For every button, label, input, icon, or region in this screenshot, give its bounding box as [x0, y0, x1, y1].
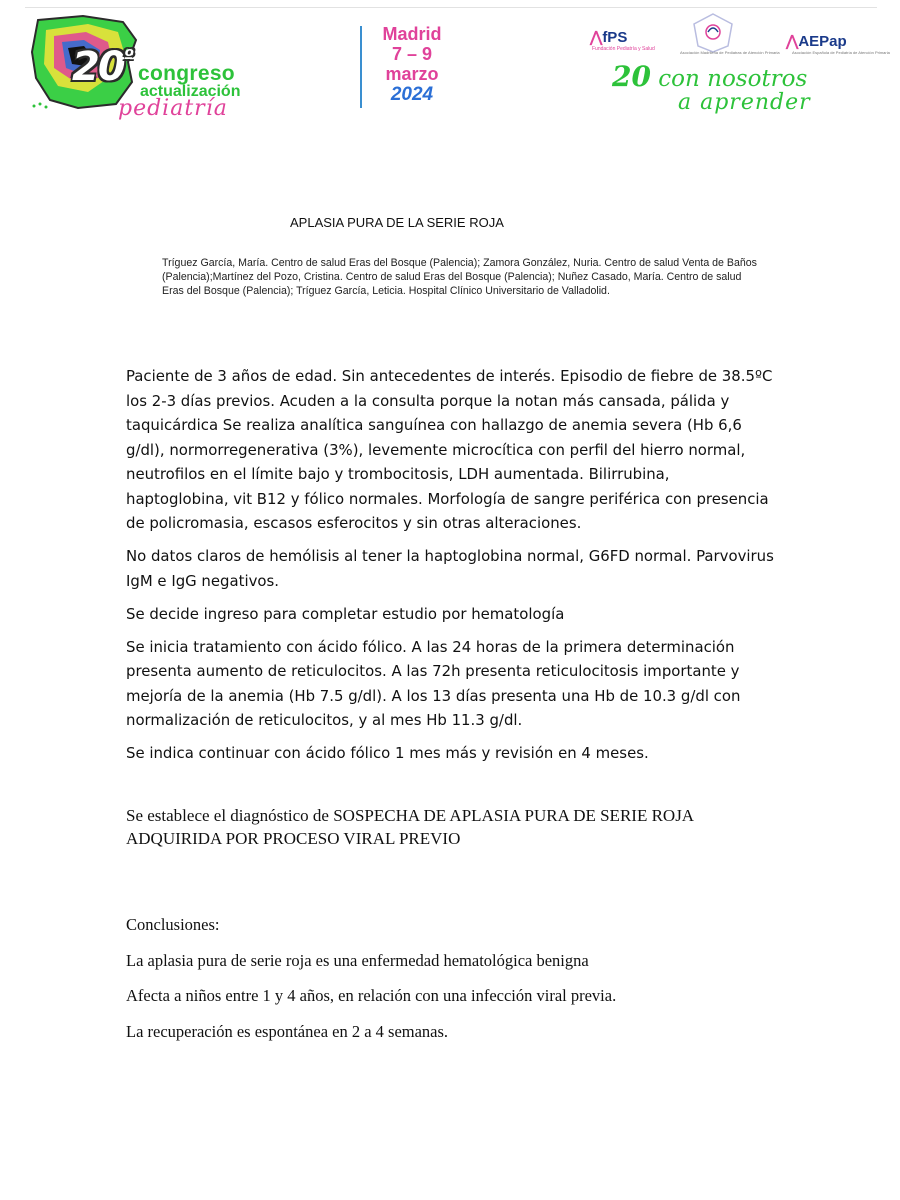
figure-icon: ⋀ [590, 29, 603, 46]
paragraph: Paciente de 3 años de edad. Sin antecedentes de interés. Episodio de fiebre de 38.5ºC los 2-3 días previos. Acuden a la consulta porque la notan más cansada, pálida y taquicárdica Se realiza analítica sanguínea con hallazgo de anemia severa (Hb 6,6 g/dl), normorregenerativa (3%), levemente microcítica con perfil del hierro normal, neutrofilos en el límite bajo y trombocitosis, LDH aumentada. Bilirrubina, haptoglobina, vit B12 y fólico normales. Morfología de sangre periférica con presencia de policromasia, escasos esferocitos y sin otras alteraciones. [126, 367, 773, 532]
conclusion-item: La aplasia pura de serie roja es una enfermedad hematológica benigna [126, 950, 589, 970]
paragraph: Se indica continuar con ácido fólico 1 mes más y revisión en 4 meses. [126, 744, 649, 762]
paragraph: Se decide ingreso para completar estudio por hematología [126, 604, 565, 623]
header-divider [360, 26, 362, 108]
diagnosis-statement: Se establece el diagnóstico de SOSPECHA DE APLASIA PURA DE SERIE ROJA ADQUIRIDA POR PROCESO VIRAL PREVIO [126, 806, 694, 848]
slogan-line-1: 20 con nosotros [612, 60, 808, 93]
event-year: 2024 [390, 84, 434, 105]
ampap-subtitle: Asociación Madrileña de Pediatras de Atención Primaria [680, 50, 780, 55]
aepap-subtitle: Asociación Española de Pediatría de Atención Primaria [792, 50, 890, 55]
document-title: APLASIA PURA DE LA SERIE ROJA [290, 215, 504, 230]
event-date [370, 24, 454, 106]
case-description [126, 364, 776, 774]
conclusion-item: La recuperación es espontánea en 2 a 4 semanas. [126, 1021, 449, 1041]
congress-sub: actualización [140, 83, 241, 100]
fps-logo: ⋀fPS [590, 29, 628, 46]
aepap-logo: ⋀AEPap [786, 33, 847, 50]
congress-word: congreso [138, 62, 235, 85]
conclusion-item: Afecta a niños entre 1 y 4 años, en relación con una infección viral previa. [126, 986, 617, 1005]
top-rule [25, 7, 877, 8]
paragraph: Se inicia tratamiento con ácido fólico. A las 24 horas de la primera determinación presenta aumento de reticulocitos. A las 72h presenta reticulocitosis importante y mejoría de la anemia (Hb 7.5 g/dl). A los 13 días presenta una Hb de 10.3 g/dl con normalización de reticulocitos, y al mes Hb 11.3 g/dl. [126, 637, 741, 729]
fps-subtitle: Fundación Pediatría y Salud [592, 46, 655, 52]
paragraph: No datos claros de hemólisis al tener la haptoglobina normal, G6FD normal. Parvovirus IgM e IgG negativos. [126, 547, 774, 590]
authors-block: Tríguez García, María. Centro de salud Eras del Bosque (Palencia); Zamora González, Nuria. Centro de salud Venta de Baños (Palencia);Martínez del Pozo, Cristina. Centro de salud Eras del Bosque (Palencia); Nuñez Casado, María. Centro de salud Eras del Bosque (Palencia); Tríguez García, Leticia. Hospital Clínico Universitario de Valladolid. [162, 257, 757, 297]
congress-specialty: pediatría [118, 96, 228, 121]
organizer-logos [590, 10, 890, 60]
conclusions-section [126, 915, 766, 1057]
event-days: 7 – 9 [391, 44, 433, 64]
conclusions-heading: Conclusiones: [126, 915, 220, 934]
congress-number: $20^º$ [72, 44, 132, 90]
congress-logo [28, 12, 250, 121]
slogan-line-2: a aprender [678, 90, 811, 115]
event-month: marzo [385, 64, 439, 84]
event-city: Madrid [382, 24, 442, 44]
figure-icon: ⋀ [786, 33, 799, 50]
